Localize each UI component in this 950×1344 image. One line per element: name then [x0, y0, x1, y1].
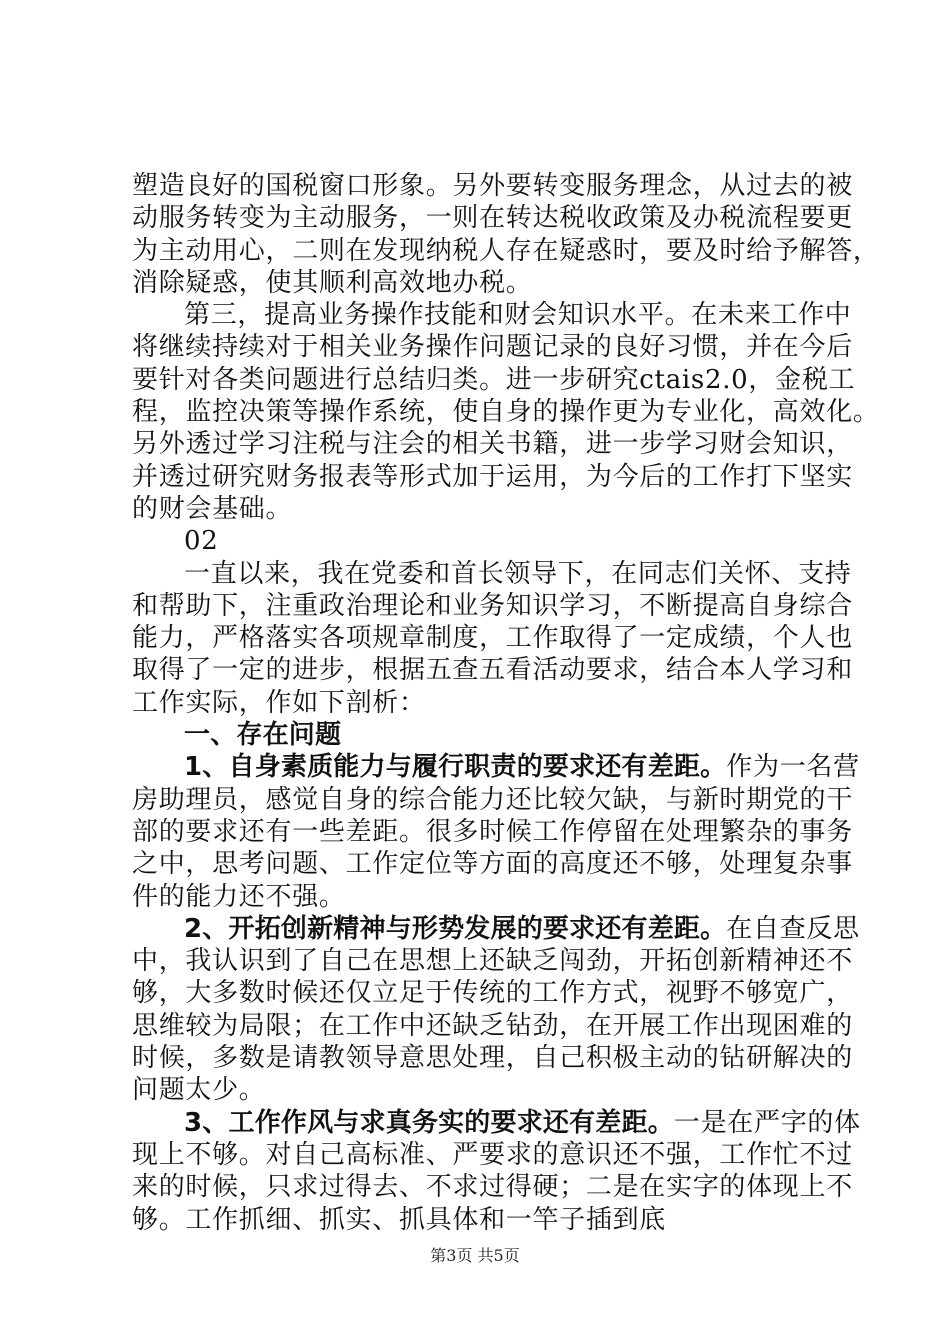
line-text: 来的时候，只求过得去、不求过得硬；二是在实字的体现上不 — [132, 1172, 853, 1203]
line-text: 程，监控决策等操作系统，使自身的操作更为专业化，高效化。 — [132, 397, 880, 428]
line-text: 另外透过学习注税与注会的相关书籍，进一步学习财会知识， — [132, 429, 853, 460]
line-text: 作为一名营 — [726, 752, 860, 783]
line-text: 消除疑惑，使其顺利高效地办税。 — [132, 267, 533, 298]
line-text: 件的能力还不强。 — [132, 881, 346, 912]
line-text: 并透过研究财务报表等形式加于运用，为今后的工作打下坚实 — [132, 461, 853, 492]
text-line — [132, 525, 837, 557]
text-line — [132, 1139, 853, 1171]
line-text: 和帮助下，注重政治理论和业务知识学习，不断提高自身综合 — [132, 590, 853, 621]
text-line — [132, 331, 853, 363]
text-line — [132, 784, 853, 816]
line-text: 塑造良好的国税窗口形象。另外要转变服务理念，从过去的被 — [132, 171, 853, 201]
line-text: 房助理员，感觉自身的综合能力还比较欠缺，与新时期党的干 — [132, 784, 853, 815]
bold-heading: 2、开拓创新精神与形势发展的要求还有差距。 — [184, 913, 727, 944]
text-line — [132, 267, 837, 299]
text-line — [132, 170, 853, 202]
line-text: 问题太少。 — [132, 1075, 266, 1106]
line-text: 动服务转变为主动服务，一则在转达税收政策及办税流程要更 — [132, 203, 853, 234]
bold-heading: 1、自身素质能力与履行职责的要求还有差距。 — [184, 752, 727, 783]
line-text: 能力，严格落实各项规章制度，工作取得了一定成绩，个人也 — [132, 623, 853, 654]
text-line — [132, 590, 853, 622]
text-line — [132, 654, 853, 686]
line-text: 够。工作抓细、抓实、抓具体和一竿子插到底 — [132, 1204, 667, 1235]
line-text: 为主动用心，二则在发现纳税人存在疑惑时，要及时给予解答， — [132, 235, 880, 266]
text-line — [132, 1171, 853, 1203]
text-line — [132, 816, 853, 848]
line-text: 一是在严字的体 — [673, 1107, 861, 1138]
text-line — [132, 881, 837, 913]
line-text: 中，我认识到了自己在思想上还缺乏闯劲，开拓创新精神还不 — [132, 946, 853, 977]
page-footer: 第3页 共5页 — [430, 1246, 520, 1265]
line-text: 要针对各类问题进行总结归类。进一步研究ctais2.0，金税工 — [132, 364, 856, 395]
text-line — [132, 1107, 861, 1139]
text-line — [132, 945, 853, 977]
text-line — [132, 977, 853, 1009]
line-text: 取得了一定的进步，根据五查五看活动要求，结合本人学习和 — [132, 655, 853, 686]
line-text: 在自查反思 — [726, 913, 860, 944]
line-text: 够，大多数时候还仅立足于传统的工作方式，视野不够宽广， — [132, 978, 853, 1009]
text-line — [132, 719, 837, 751]
text-line — [132, 848, 853, 880]
text-line — [132, 396, 880, 428]
line-text: 之中，思考问题、工作定位等方面的高度还不够，处理复杂事 — [132, 849, 853, 880]
text-line — [132, 299, 852, 331]
text-line — [132, 1042, 853, 1074]
text-line — [132, 202, 853, 234]
text-line — [132, 622, 853, 654]
line-text: 一直以来，我在党委和首长领导下，在同志们关怀、支持 — [184, 558, 852, 589]
text-line — [132, 493, 837, 525]
text-line — [132, 1204, 837, 1236]
text-line — [132, 461, 853, 493]
text-line — [132, 913, 860, 945]
text-line — [132, 1010, 853, 1042]
text-line — [132, 428, 853, 460]
text-line — [132, 687, 837, 719]
line-text: 02 — [184, 526, 219, 557]
bold-heading: 一、存在问题 — [184, 720, 342, 751]
text-line — [132, 235, 880, 267]
text-line — [132, 751, 860, 783]
line-text: 时候，多数是请教领导意思处理，自己积极主动的钻研解决的 — [132, 1043, 853, 1074]
line-text: 现上不够。对自己高标准、严要求的意识还不强，工作忙不过 — [132, 1139, 853, 1170]
line-text: 将继续持续对于相关业务操作问题记录的良好习惯，并在今后 — [132, 332, 853, 363]
line-text: 第三，提高业务操作技能和财会知识水平。在未来工作中 — [184, 300, 852, 331]
line-text: 的财会基础。 — [132, 493, 293, 524]
document-body — [132, 170, 880, 1236]
line-text: 思维较为局限；在工作中还缺乏钻劲，在开展工作出现困难的 — [132, 1010, 853, 1041]
text-line — [132, 558, 852, 590]
text-line — [132, 364, 856, 396]
bold-heading: 3、工作作风与求真务实的要求还有差距。 — [184, 1107, 674, 1138]
text-line — [132, 1074, 837, 1106]
line-text: 部的要求还有一些差距。很多时候工作停留在处理繁杂的事务 — [132, 816, 853, 847]
line-text: 工作实际，作如下剖析： — [132, 687, 426, 718]
